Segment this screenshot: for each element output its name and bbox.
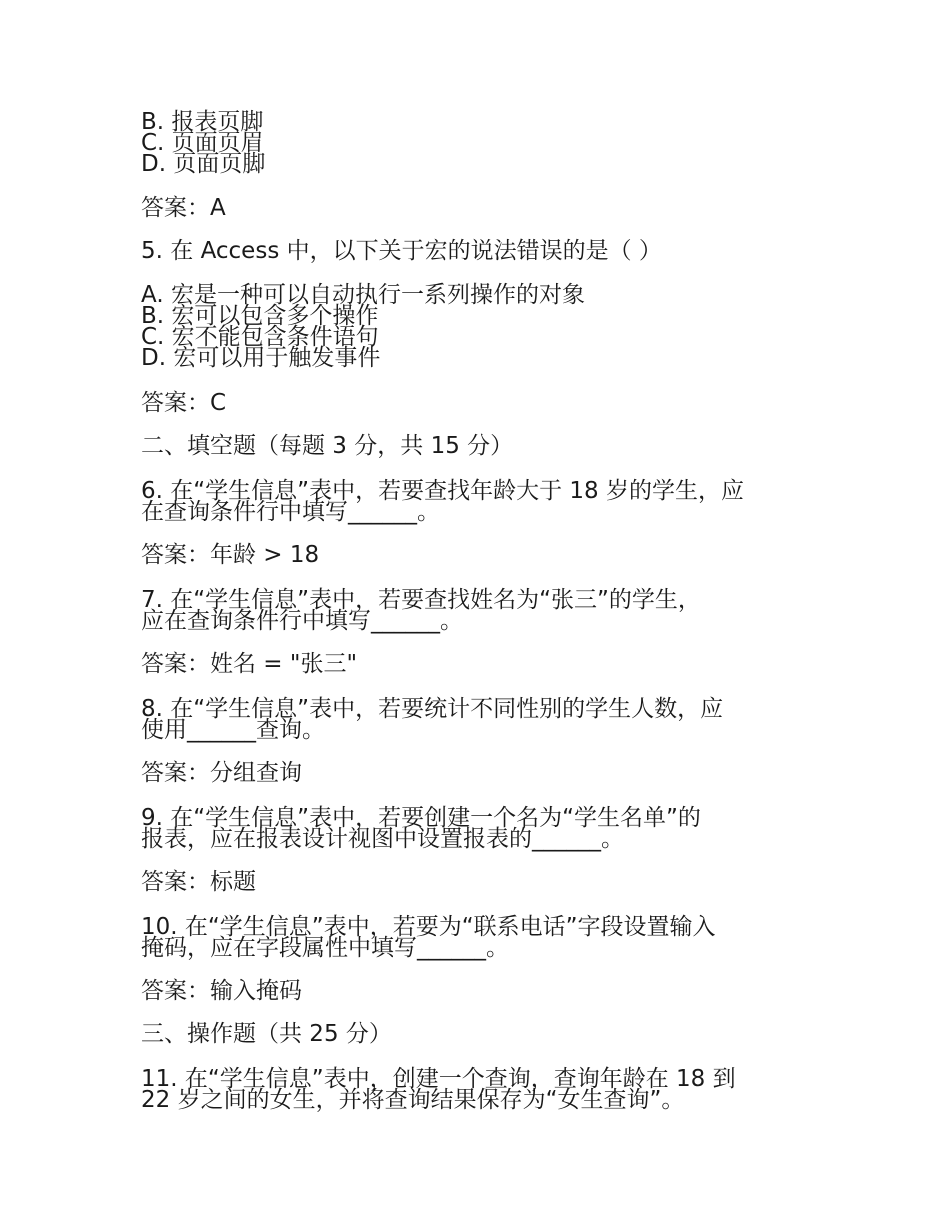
q7-answer: 答案：姓名 = "张三"	[141, 651, 358, 677]
q4-option-c: C. 页面页眉	[141, 130, 264, 156]
q6-answer: 答案：年龄 > 18	[141, 542, 320, 568]
section2-title: 二、填空题（每题 3 分，共 15 分）	[141, 433, 514, 459]
q4-option-d: D. 页面页脚	[141, 151, 266, 177]
q11-line-2: 22 岁之间的女生，并将查询结果保存为“女生查询”。	[141, 1087, 685, 1113]
q9-line-1: 9. 在“学生信息”表中，若要创建一个名为“学生名单”的	[141, 805, 701, 831]
q6-line-2: 在查询条件行中填写______。	[141, 499, 440, 525]
q4-option-b: B. 报表页脚	[141, 109, 264, 135]
q5-stem: 5. 在 Access 中，以下关于宏的说法错误的是（ ）	[141, 238, 662, 264]
q8-answer: 答案：分组查询	[141, 760, 302, 786]
q5-option-c: C. 宏不能包含条件语句	[141, 324, 379, 350]
q7-line-1: 7. 在“学生信息”表中，若要查找姓名为“张三”的学生，	[141, 587, 701, 613]
q8-line-2: 使用______查询。	[141, 717, 325, 743]
q4-answer: 答案：A	[141, 195, 226, 221]
q9-line-2: 报表，应在报表设计视图中设置报表的______。	[141, 826, 624, 852]
q6-line-1: 6. 在“学生信息”表中，若要查找年龄大于 18 岁的学生，应	[141, 478, 744, 504]
q10-line-2: 掩码，应在字段属性中填写______。	[141, 935, 509, 961]
q10-answer: 答案：输入掩码	[141, 978, 302, 1004]
q5-option-b: B. 宏可以包含多个操作	[141, 303, 379, 329]
q5-answer: 答案：C	[141, 390, 227, 416]
q8-line-1: 8. 在“学生信息”表中，若要统计不同性别的学生人数，应	[141, 696, 724, 722]
section3-title: 三、操作题（共 25 分）	[141, 1021, 392, 1047]
q9-answer: 答案：标题	[141, 869, 256, 895]
q5-option-d: D. 宏可以用于触发事件	[141, 345, 381, 371]
q5-option-a: A. 宏是一种可以自动执行一系列操作的对象	[141, 282, 585, 308]
q10-line-1: 10. 在“学生信息”表中，若要为“联系电话”字段设置输入	[141, 914, 716, 940]
q11-line-1: 11. 在“学生信息”表中，创建一个查询，查询年龄在 18 到	[141, 1066, 736, 1092]
q7-line-2: 应在查询条件行中填写______。	[141, 608, 463, 634]
